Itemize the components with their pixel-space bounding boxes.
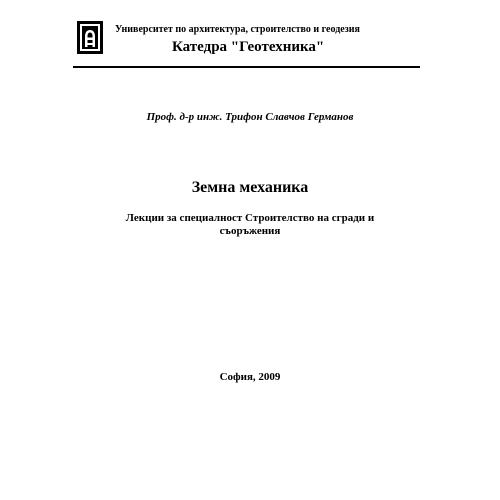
institution-name: Университет по архитектура, строителство и геодезия: [115, 24, 360, 35]
place-and-year: София, 2009: [219, 371, 281, 383]
author-name: Проф. д-р инж. Трифон Славчов Германов: [146, 111, 354, 123]
subtitle-line-1: Лекции за специалност Строителство на сгради и: [125, 212, 375, 224]
header-divider: [73, 66, 420, 68]
document-subtitle: [60, 212, 440, 238]
document-title: Земна механика: [191, 179, 309, 196]
university-logo-icon: [77, 21, 103, 54]
subtitle-line-2: съоръжения: [219, 225, 281, 237]
department-name: Катедра "Геотехника": [172, 39, 325, 55]
